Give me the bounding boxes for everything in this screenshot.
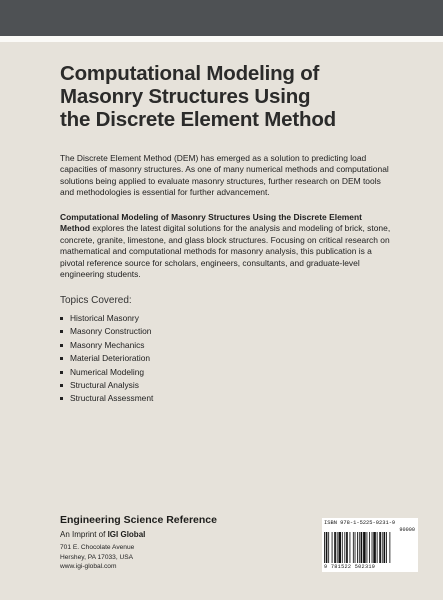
title-line: Computational Modeling of (60, 62, 320, 85)
barcode-bar (346, 532, 348, 563)
description-paragraph (60, 212, 394, 280)
description-text: explores the latest digital solutions for the analysis and modeling of brick, stone, concrete, granite, limestone, and glass block structures. Focusing on critical research on mathematical and computational methods for masonry analysis, this publication is a pivotal reference source for scholars, engineers, consultants, and graduate-level engineering students. (60, 223, 391, 280)
barcode-bar (367, 532, 368, 563)
barcode-bar (324, 532, 325, 563)
barcode-bar (373, 532, 376, 563)
barcode-bar (334, 532, 336, 563)
barcode-bar (355, 532, 356, 563)
topic-item: Structural Analysis (60, 379, 153, 392)
topic-item: Masonry Mechanics (60, 339, 153, 352)
topic-item: Masonry Construction (60, 325, 153, 338)
topic-item: Material Deterioration (60, 352, 153, 365)
title-line: Masonry Structures Using (60, 85, 311, 108)
topics-heading: Topics Covered: (60, 295, 132, 306)
barcode-bar (359, 532, 360, 563)
barcode-bar (338, 532, 341, 563)
price-code: 90000 (399, 527, 415, 533)
barcode-bar (332, 532, 333, 563)
barcode-bar (344, 532, 345, 563)
imprint-line (60, 530, 145, 539)
isbn-number: ISBN 978-1-5225-0231-9 (324, 520, 396, 526)
barcode-bar (350, 532, 351, 563)
publisher-name: IGI Global (107, 530, 146, 539)
description-book-title: Computational Modeling of Masonry Structures Using the Discrete Element Method (60, 212, 362, 234)
imprint-series: Engineering Science Reference (60, 514, 217, 526)
barcode-bar (386, 532, 387, 563)
topic-item: Historical Masonry (60, 312, 153, 325)
imprint-prefix: An Imprint of (60, 530, 108, 539)
barcode-bar (369, 532, 370, 563)
topic-item: Numerical Modeling (60, 366, 153, 379)
address-line: www.igi-global.com (60, 563, 117, 570)
top-band-rule (0, 36, 443, 42)
address-line: 701 E. Chocolate Avenue (60, 544, 135, 551)
title-line: the Discrete Element Method (60, 108, 336, 131)
topics-list (60, 312, 153, 406)
barcode-bar (337, 532, 338, 563)
barcode-bar (389, 532, 390, 563)
address-line: Hershey, PA 17033, USA (60, 553, 134, 561)
barcode-bar (382, 532, 383, 563)
barcode-bar (353, 532, 354, 563)
barcode-bar (384, 532, 386, 563)
top-band (0, 0, 443, 36)
barcode-bar (372, 532, 373, 563)
barcode-bars (324, 532, 416, 563)
book-title (60, 62, 400, 131)
barcode-bar (326, 532, 328, 563)
topic-item: Structural Assessment (60, 392, 153, 405)
barcode-bar (342, 532, 343, 563)
barcode-bar (363, 532, 366, 563)
barcode-bar (357, 532, 358, 563)
intro-paragraph: The Discrete Element Method (DEM) has emerged as a solution to predicting load capacities of masonry structures. As one of many numerical methods and computational solutions being applied to evaluate masonry structures, further research on DEM tools and methodologies is essential for further advancement. (60, 153, 389, 198)
barcode-bar (377, 532, 378, 563)
isbn-barcode (322, 518, 418, 572)
barcode-bar (361, 532, 363, 563)
barcode-digits: 9 781522 502319 (324, 564, 376, 570)
publisher-address (60, 543, 134, 572)
barcode-bar (328, 532, 329, 563)
barcode-bar (379, 532, 381, 563)
